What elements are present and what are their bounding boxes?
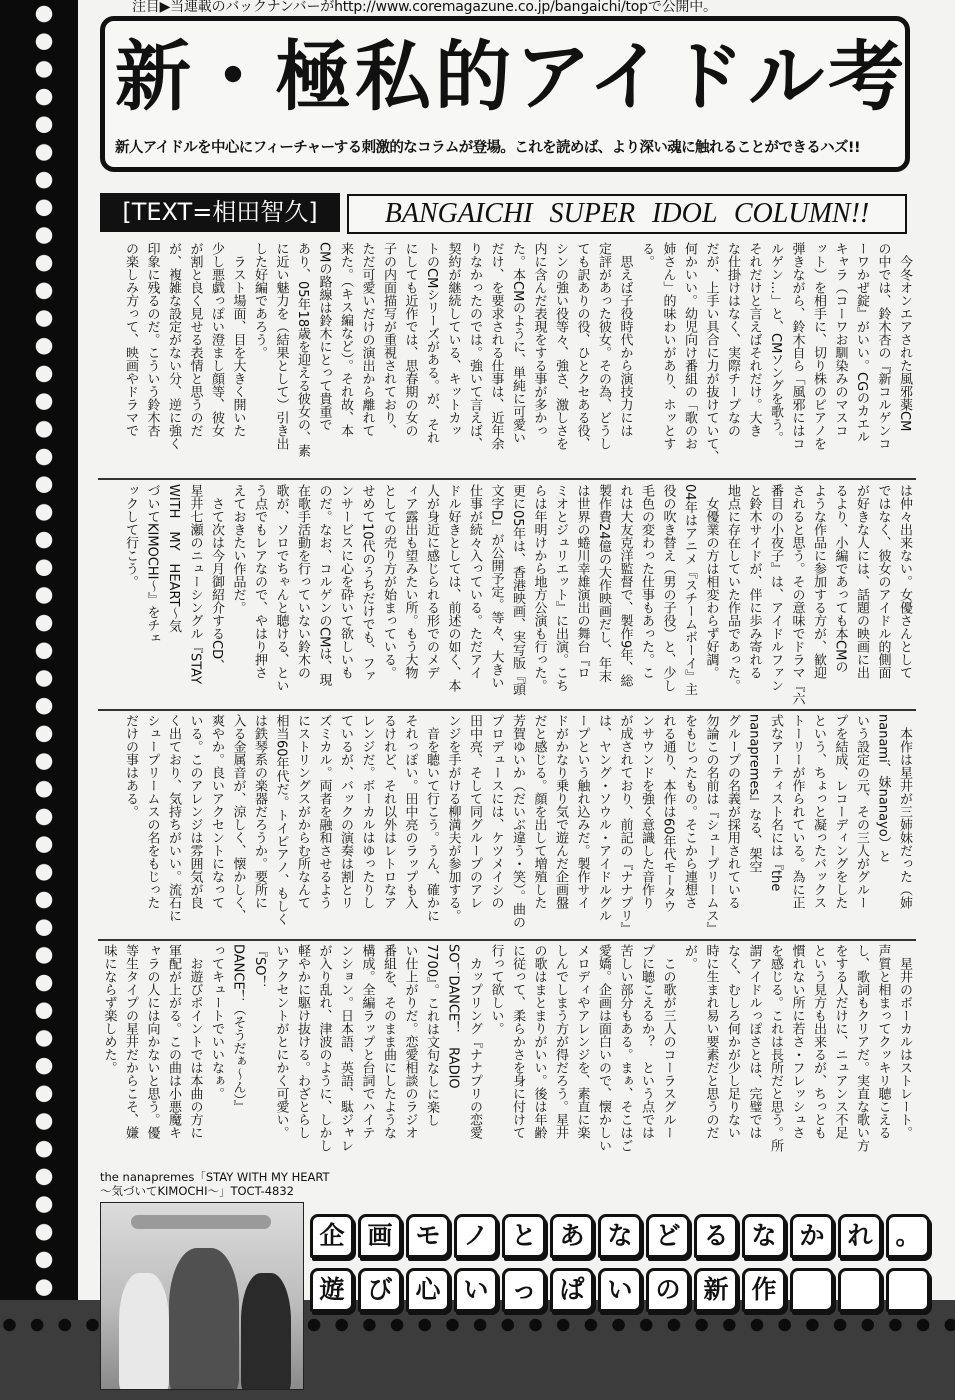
tagline-tile: 新 xyxy=(694,1268,738,1312)
article-row-4: 星井のボーカルはストレート。 声質と相まってクッキリ聴こえる し、歌詞もクリアだ。実直な歌い方 をする人だけに、ニュアンス不足 という見方も出来るが、ちっとも 慣れない所に若さ・フレッシュさ を感じる。これは長所だと思う。所 謂アイドルっぽさとは、完璧では なく、むしろ何かが少し足りない 時に生まれ易い要素だと思うのだ が。 この歌が三人のコーラスグルー プに聴こえるか？ という点では 苦しい部分もある。まぁ、そこはご 愛嬌。企画は面白いので、懐かしい メロディやアレンジを、素直に楽 しんでしまう方が得だろう。星井 の歌はまとまりがいい。後は年齢 に従って、柔らかさを身に付けて 行って欲しい。 カップリング『ナナプリの恋愛 SO！DANCE！ RADIO 7700』。これは文句なしに楽し い仕上がりだ。恋愛相談のラジオ 番組を、そのまま曲にしたような 構成。全編ラップと台詞でハイテ ンション。日本語、英語、駄ジャレ が入り乱れ、津波のように、しかし 軽やかに駆け抜ける。わざとらし いアクセントがとにかく可愛い。『SO！ DANCE！（そうだぁ～ん）』 ってキュートでいいなぁ。 お遊びポイントでは本曲の方に 軍配が上がる。この曲は小悪魔キ ャラの人には向かないと思う。優 等生タイプの星井だからこそ、嫌 味にならず楽しめた。 xyxy=(101,944,912,1152)
tagline-tile: ど xyxy=(646,1214,690,1258)
figure-center xyxy=(169,1248,239,1390)
tagline-tile xyxy=(838,1268,882,1312)
page-subtitle: 新人アイドルを中心にフィーチャーする刺激的なコラムが登場。これを読めば、より深い魂に触れることができるハズ!! xyxy=(115,140,860,156)
tagline-tile: 。 xyxy=(886,1214,930,1258)
tagline-tile: る xyxy=(694,1214,738,1258)
tagline-tile: の xyxy=(646,1268,690,1312)
tagline-tile: 心 xyxy=(406,1268,450,1312)
tagline-tile: っ xyxy=(502,1268,546,1312)
tagline-tile: モ xyxy=(406,1214,450,1258)
article-row-2: は仲々出来ない。女優さんとして ではなく、彼女のアイドル的側面 が好きな人には、話題の映画に出 るより、小編であっても本CMの ような作品に参加する方が、歓迎 されると思う。その意味でドラマ『六 番目の小夜子』は、アイドルファン と鈴木サイドが、伴に歩み寄れる 地点に存在していた作品であった。 女優業の方は相変わらず好調。 04年はアニメ『スチームボーイ』主 役の吹き替え（男の子役）と、少し 毛色の変わった仕事もあった。こ れは大友克洋監督で、製作9年、総 製作費24億の大作映画だし、年末 は世界の蜷川幸雄演出の舞台『ロ ミオとジュリエット』に出演。こち らは年明けから地方公演も行った。 更に05年は、香港映画、実写版『頭 文字D』が公開予定。等々、大きい 仕事が続々入っている。ただアイ ドル好きとしては、前述の如く、本 人が身近に感じられる形でのメデ ィア露出も望みたい所。もう大物 としての売り方が始まっている。 せめて10代のうちだけでも、ファ ンサービスに心を砕いて欲しいも のだ。なお、コルゲンのCMは、現 在歌手活動を行っていない鈴木の 歌が、ソロでちゃんと聴ける、とい う点でもレアなので、やはり押さ えておきたい作品だ。 さて次は今月御紹介するCD、 星井七瀬のニューシングル『STAY WITH MY HEART～気 づいてKIMOCHI～』をチェ ックして行こう。 xyxy=(123,484,912,705)
cd-logo xyxy=(131,1215,271,1229)
row-divider xyxy=(98,478,916,480)
figure-right xyxy=(241,1273,291,1390)
column-label: BANGAICHI SUPER IDOL COLUMN!! xyxy=(347,194,907,234)
tagline-tile: い xyxy=(454,1268,498,1312)
author-credit: [TEXT=相田智久] xyxy=(100,193,340,232)
binding-dot-strip xyxy=(0,0,78,1400)
tagline-row-2 xyxy=(310,1268,930,1312)
article-row-1: 今冬オンエアされた風邪薬CM の中では、鈴木杏の『新コルゲンコ ーワかぜ錠』がいい。CGのカエル キャラ（コーワお馴染みのマスコ ット）を相手に、切り株のピアノを 弾きながら、鈴木自ら「風邪にはコ ルゲン…」と、CMソングを歌う。 それだけと言えばそれだけ。大き な仕掛けはなく、実際チープなの だが、上手い具合に力が抜けていて、 何かいい。幼児向け番組の「歌のお 姉さん」的味わいがあり、ホッとす る。 思えば子役時代から演技力には 定評があった彼女。その為、どうし ても訳ありの役、ひとクセある役、 シンの強い役等々、強さ、激しさを 内に含んだ表現をする事が多かっ た。本CMのように、単純に可愛い だけ、を要求される仕事は、近年余 りなかったのでは。強いて言えば、 契約が継続している、キットカッ トのCMシリーズがある。が、それ にしても近作では、思春期の女の 子の内面描写が重視されており、 ただ可愛いだけの演出から離れて 来た。（キス編など）。それ故、本 CMの路線は鈴木にとって貴重で あり、05年18歳を迎える彼女の、素 に近い魅力を（結果として）引き出 した好編であろう。 ラスト場面、目を大きく開いた 少し悪戯っぽい澄まし顔等、彼女 が割と良く見せる表情と思うのだ が、複雑な設定がない分、逆に強く 印象に残るのだ。こういう鈴木杏 の楽しみ方って、映画やドラマで xyxy=(123,242,912,463)
tagline-tile: な xyxy=(742,1214,786,1258)
tagline-tile: 遊 xyxy=(310,1268,354,1312)
page-title: 新・極私的アイドル考 xyxy=(115,32,909,121)
tagline-tile xyxy=(886,1268,930,1312)
article-row-3: 本作は星井が三姉妹だった（姉 nanami、妹nanayo）と いう設定の元、その三人がグルー プを結成、レコーディングをした という、ちょっと凝ったバックス トーリーが作られている。為に正 式なアーティスト名には『the nanapremes』なる、架空 グループの名義が採用されている 勿論この名前は『シュープリームス』 をもじったもの。そこから連想さ れる通り、本作は60年代モータウ ンサウンドを強く意識した音作り が成されており、前記の『ナナプリ』 は、ヤング・ソウル・アイドルグル ープという触れ込みだ。製作サイ ドがかなり乗り気で遊んだ企画盤 だと感じる。顔を出して増殖した 芳賀ゆいか（だいぶ違う・笑）。曲の プロデュースには、ケツメイシの 田中亮、そして同グループのアレ ンジを手がける柳満夫が参加する。 音を聴いて行こう。うん、確かに それっぽい。田中亮のラップも入 るけれど、それ以外はレトロなア レンジだ。ボーカルはゆったりし ているが、バックの演奏は割とリ ズミカル。両者を融和させるよう にストリングスがからむ所なんて 相当60年代だ。トイピアノ、もしく は鉄琴系の楽器だろうか。要所に 入る金属音が、涼しく、懐かしく、 爽やか。良いアクセントになって いる。このアレンジは雰囲気が良 く出ており、気持ちがいい。流石に シュープリームスの名をもじった だけの事はある。 xyxy=(123,714,912,935)
tagline-tile: あ xyxy=(550,1214,594,1258)
cd-cover-image xyxy=(100,1202,304,1390)
tagline-row-1 xyxy=(310,1214,930,1258)
cd-caption: the nanapremes「STAY WITH MY HEART ～気づいてKIMOCHI～」TOCT-4832 xyxy=(100,1170,330,1198)
tagline-tile: 画 xyxy=(358,1214,402,1258)
tagline-tile: れ xyxy=(838,1214,882,1258)
tagline-tile: と xyxy=(502,1214,546,1258)
tagline-tile: ノ xyxy=(454,1214,498,1258)
tagline-tile: か xyxy=(790,1214,834,1258)
tagline-tile: 企 xyxy=(310,1214,354,1258)
tagline-tile: ぱ xyxy=(550,1268,594,1312)
tagline-tile: な xyxy=(598,1214,642,1258)
backnumber-notice: 注目▶当連載のバックナンバーがhttp://www.coremagazune.co.jp/bangaichi/topで公開中。 xyxy=(132,0,717,15)
title-box xyxy=(100,16,910,172)
tagline-tile xyxy=(790,1268,834,1312)
tagline-tile: い xyxy=(598,1268,642,1312)
tagline-tile: 作 xyxy=(742,1268,786,1312)
row-divider xyxy=(98,709,916,711)
tagline-tile: び xyxy=(358,1268,402,1312)
figure-left xyxy=(119,1273,169,1390)
row-divider xyxy=(98,939,916,941)
